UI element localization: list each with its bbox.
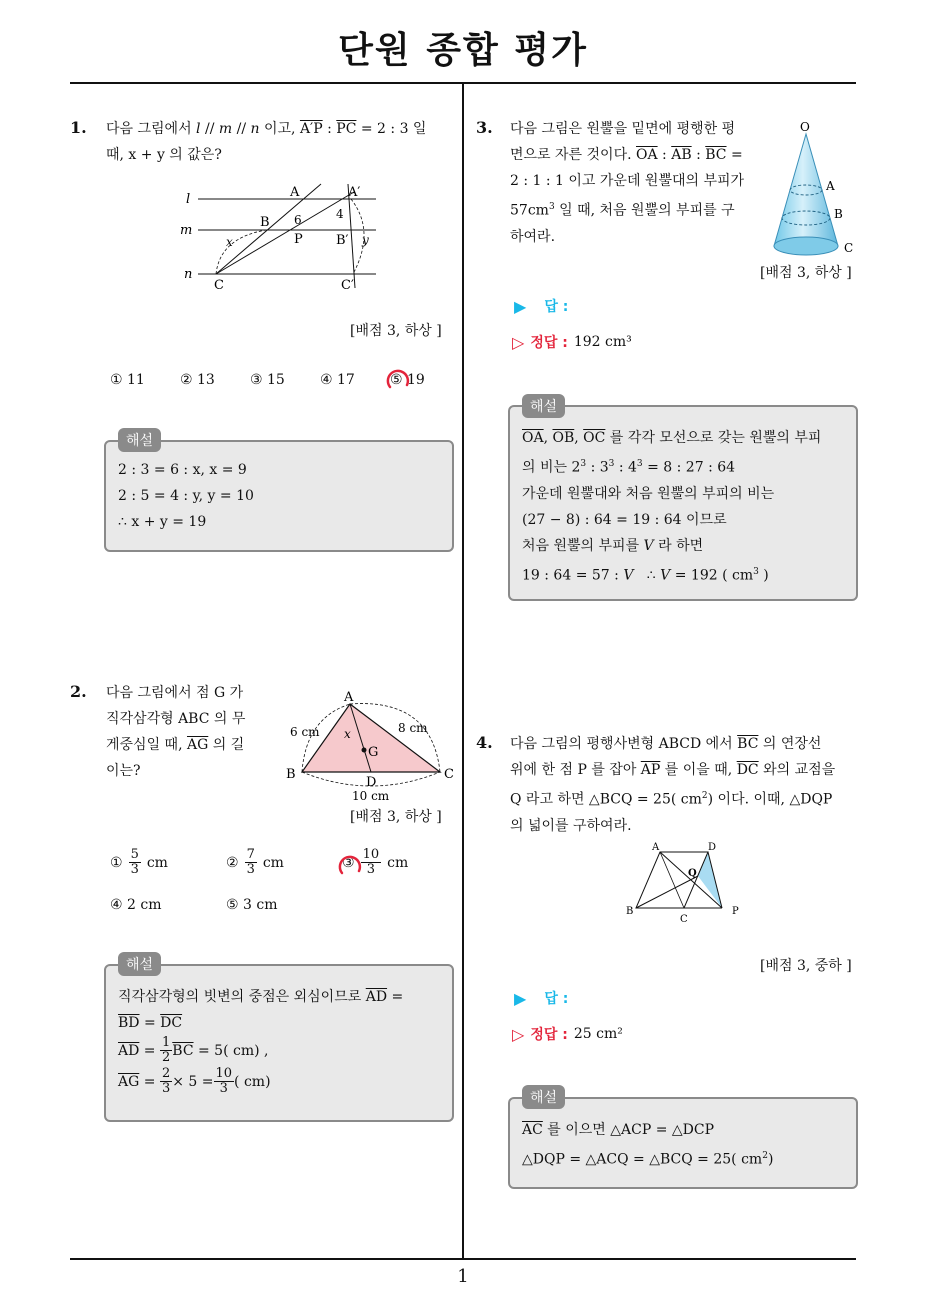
q3-solution-line: 19 : 64 = 57 : V ∴ V = 192 ( $cm^3$ ) [522,566,769,584]
q1-selected-circle-icon [383,365,413,395]
q3-text [510,116,760,250]
q2-label-ac: 8 cm [398,721,428,735]
q1-label-b1: B′ [336,233,349,248]
q1-label-b: B [260,215,270,230]
q4-figure [622,840,748,928]
q2-number: 2. [70,682,87,701]
q1-choice-2[interactable]: ② 13 [180,372,215,388]
q2-point-g [362,748,367,753]
q3-solution-line: 가운데 원뿔대와 처음 원뿔의 부피의 비는 [522,485,775,502]
q4-text [510,731,860,839]
q2-selected-circle-icon [335,851,365,881]
q2-choice-mark: ③ [342,854,355,871]
q1-text [106,116,456,168]
q1-choice-3[interactable]: ③ 15 [250,372,285,388]
q4-answer-row [514,988,568,1008]
page-number: 1 [457,1266,469,1287]
q2-choice-mark: ① [110,854,123,871]
q2-figure [282,688,462,806]
q1-label-four: 4 [336,207,344,221]
q2-choice-unit: cm [262,854,284,871]
q2-solution-line4: $\overline{AG}$ = $\frac{2}{3}$ × 5 = $\frac{10}{3}$ ( cm) [118,1066,271,1096]
q2-solution-line2: $\overline{BD} = \overline{DC}$ [118,1015,183,1031]
q3-label-o: O [800,120,810,134]
q2-choice-mark: ⑤ [226,897,239,913]
q2-choice-text: 3 cm [243,897,278,913]
q1-label-x: x [226,235,233,249]
q4-label-a: A [652,842,660,853]
q2-choice-text: 2 cm [127,897,162,913]
q1-label-y: y [362,233,369,247]
q1-segment-ca1 [216,192,354,274]
q4-label-d: D [708,842,717,853]
q3-solution-line: 의 비는 $2^3$ : $3^3$ : $4^3 = 8$ : 27 : 64 [522,459,736,476]
q2-triangle [302,704,440,772]
q1-text-line1: 다음 그림에서 l // m // n 이고, A′P : $\overline{PC} = 2$ : 3 일 [106,121,427,137]
q3-label-c: C [844,241,854,255]
q3-points: [배점 3, 하상 ] [760,265,852,281]
q3-solution-line: 처음 원뿔의 부피를 V 라 하면 [522,537,704,554]
q3-key-value: 192 cm³ [573,334,632,350]
q2-label-x: x [344,727,351,741]
q2-solution-line3: $\overline{AD}$ = $\frac{1}{2}$ $\overline{BC}$ = 5( cm) , [118,1035,269,1065]
q2-choice-fraction: $\frac{10}{3}$ [362,847,380,877]
q3-answer-row [514,296,568,316]
outline-triangle-icon: ▷ [512,1024,525,1044]
q3-solution-tag: 해설 [522,394,565,418]
q2-label-d: D [366,775,377,790]
q1-solution-line: ∴ x + y = 19 [118,514,207,530]
q1-label-n: n [184,267,193,282]
column-divider [462,83,464,1258]
q2-solution-fraction: $\frac{1}{2}$ [161,1035,171,1065]
q2-text [106,680,276,784]
q4-text-line: Q 라고 하면 △BCQ = 25( $cm^2$) 이다. 이때, △DQP [510,791,833,808]
q1-label-m: m [180,223,193,238]
q1-label-p: P [294,232,303,247]
q2-solution-text [118,984,446,1096]
q1-figure [176,176,396,296]
q4-segment-ac [660,852,684,908]
q1-points: [배점 3, 하상 ] [350,323,442,339]
q2-choice-mark: ② [226,854,239,871]
q2-solution-tag: 해설 [118,952,161,976]
q4-segment-bq [636,876,698,908]
play-triangle-icon: ▶ [514,296,527,316]
q2-label-c: C [444,767,454,782]
q4-label-q: Q [688,868,697,879]
q3-number: 3. [476,118,493,137]
q3-cone-base [774,237,838,255]
q4-points: [배점 3, 중하 ] [760,958,852,974]
q3-key-label: 정답 : [530,335,568,351]
q4-solution-line: △DQP = △ACQ = △BCQ = 25( $cm^2$) [522,1151,774,1168]
q2-text-line: 게중심일 때, $\overline{AG}$ 의 길 [106,737,245,753]
q4-label-p: P [732,906,739,917]
q2-choice-fraction: $\frac{5}{3}$ [130,847,139,877]
q3-text-line: 면으로 자른 것이다. $\overline{OA}$ : $\overline{AB}$ : $\overline{BC}$ = [510,147,743,163]
q1-choice-1[interactable]: ① 11 [110,372,145,388]
q2-label-ab: 6 cm [290,725,320,739]
page-title: 단원 종합 평가 [338,30,588,71]
q2-label-a: A [344,690,354,705]
q1-label-a: A [290,185,300,200]
q2-choice-1[interactable] [110,848,168,877]
q4-text-line: 의 넓이를 구하여라. [510,817,632,834]
q1-text-line2: 때, x + y 의 값은? [106,147,222,163]
q4-key-row [512,1024,623,1044]
q2-text-line: 이는? [106,763,141,779]
q2-choice-4[interactable] [110,897,162,913]
q2-label-b: B [286,767,296,782]
q2-points: [배점 3, 하상 ] [350,809,442,825]
q3-cone-figure [764,118,864,262]
q3-answer-label: 답 : [544,299,569,315]
q2-label-g: G [368,745,379,760]
q2-text-line: 직각삼각형 ABC 의 무 [106,711,246,727]
q4-answer-label: 답 : [544,991,569,1007]
q3-label-b: B [834,207,843,221]
q1-label-a1: A′ [348,185,361,200]
q1-number: 1. [70,118,87,137]
play-triangle-icon: ▶ [514,988,527,1008]
q1-label-c: C [214,278,224,293]
q4-key-value: 25 cm² [573,1026,623,1042]
q4-key-label: 정답 : [530,1027,568,1043]
q3-text-line: 하여라. [510,228,556,245]
q3-solution-line: (27 − 8) : 64 = 19 : 64 이므로 [522,511,727,528]
q2-solution-fraction: $\frac{2}{3}$ [161,1066,171,1096]
q2-choice-mark: ④ [110,897,123,913]
q4-text-line: 다음 그림의 평행사변형 ABCD 에서 $\overline{BC}$ 의 연장선 [510,736,822,752]
q2-choice-unit: cm [146,854,168,871]
q3-solution-text [522,425,852,588]
q1-solution-line: 2 : 3 = 6 : x, x = 9 [118,462,247,478]
q4-solution-tag: 해설 [522,1085,565,1109]
q2-choice-2[interactable] [226,848,284,877]
q3-key-row [512,332,632,352]
bottom-divider [70,1258,856,1260]
q1-label-six: 6 [294,213,302,227]
q2-solution-line1: 직각삼각형의 빗변의 중점은 외심이므로 $\overline{AD}$ = [118,989,404,1005]
q3-solution-line: $\overline{OA}$, $\overline{OB}$, $\overline{OC}$ 를 각각 모선으로 갖는 원뿔의 부피 [522,430,822,446]
q2-text-line: 다음 그림에서 점 G 가 [106,685,244,701]
q3-text-line: $57cm^3$ 일 때, 처음 원뿔의 부피를 구 [510,202,735,219]
q3-text-line: 2 : 1 : 1 이고 가운데 원뿔대의 부피가 [510,173,745,189]
q4-label-c: C [680,914,688,925]
q2-choice-fraction: $\frac{7}{3}$ [246,847,255,877]
q1-choice-5[interactable]: ⑤ 19 [390,372,425,388]
q4-text-line: 위에 한 점 P 를 잡아 $\overline{AP}$ 를 이을 때, $\overline{DC}$ 와의 교점을 [510,762,836,778]
q1-solution-line: 2 : 5 = 4 : y, y = 10 [118,488,254,504]
q4-solution-text [522,1117,852,1173]
q1-solution-tag: 해설 [118,428,161,452]
q1-choice-4[interactable]: ④ 17 [320,372,355,388]
q3-text-line: 다음 그림은 원뿔을 밑면에 평행한 평 [510,121,736,137]
q3-label-a: A [826,179,835,193]
q1-label-c1: C′ [341,278,354,293]
q4-label-b: B [626,906,634,917]
q2-label-bc: 10 cm [352,789,390,803]
q2-choice-unit: cm [387,854,409,871]
q1-label-l: l [186,192,191,207]
q2-choice-5[interactable] [226,897,278,913]
outline-triangle-icon: ▷ [512,332,525,352]
q4-number: 4. [476,733,493,752]
q4-solution-line: $\overline{AC}$ 를 이으면 △ACP = △DCP [522,1122,715,1138]
q2-solution-fraction: $\frac{10}{3}$ [215,1066,233,1096]
q1-solution-text [118,457,254,535]
